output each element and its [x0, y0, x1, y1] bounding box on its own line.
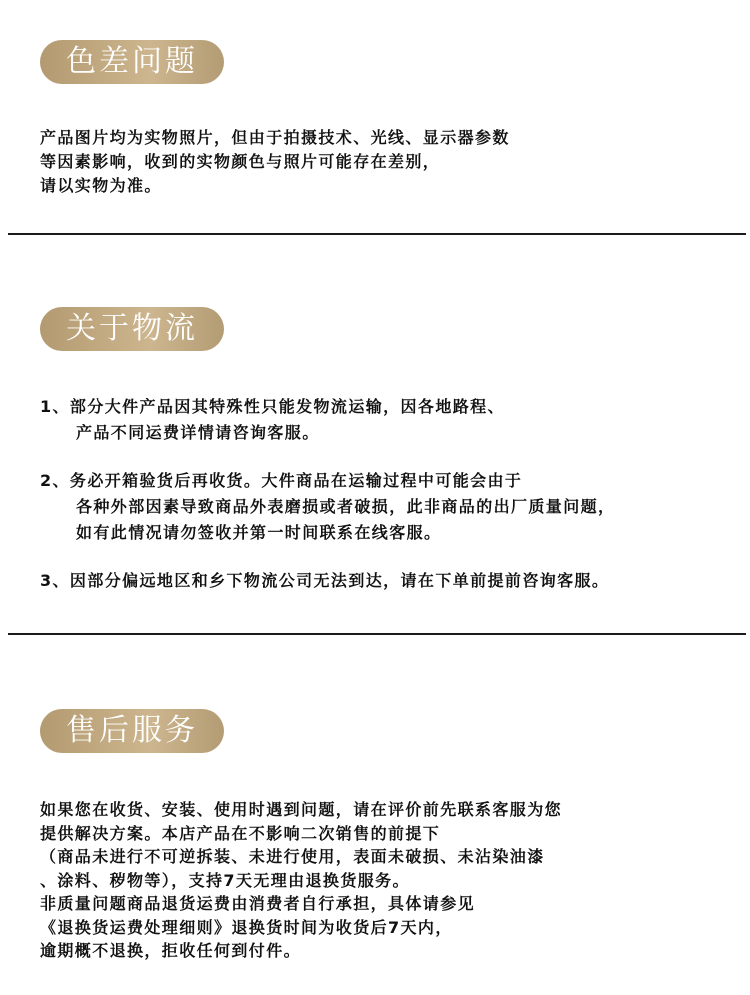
- text-line: 非质量问题商品退货运费由消费者自行承担，具体请参见: [40, 894, 476, 913]
- logistics-item-2: [40, 468, 615, 546]
- text-line: （商品未进行不可逆拆装、未进行使用，表面未破损、未沾染油漆: [40, 847, 545, 866]
- text-line: 产品图片均为实物照片，但由于拍摄技术、光线、显示器参数: [40, 128, 510, 147]
- text-line: 产品不同运费详情请咨询客服。: [76, 423, 320, 442]
- text-line: 请以实物为准。: [40, 176, 162, 195]
- text-line: 1、部分大件产品因其特殊性只能发物流运输，因各地路程、: [40, 397, 505, 416]
- text-line: 如果您在收货、安装、使用时遇到问题，请在评价前先联系客服为您: [40, 800, 563, 819]
- text-line: 3、因部分偏远地区和乡下物流公司无法到达，请在下单前提前咨询客服。: [40, 571, 610, 590]
- section-title-logistics: 关于物流: [40, 307, 224, 351]
- section-title-color-difference: 色差问题: [40, 40, 224, 84]
- text-line: 提供解决方案。本店产品在不影响二次销售的前提下: [40, 823, 441, 843]
- logistics-item-1: [40, 394, 505, 446]
- section-divider: [8, 233, 746, 235]
- text-line: 逾期概不退换，拒收任何到付件。: [40, 941, 302, 960]
- logistics-item-3: [40, 568, 609, 594]
- text-line: 2、务必开箱验货后再收货。大件商品在运输过程中可能会由于: [40, 471, 523, 490]
- after-sale-text: [40, 798, 562, 963]
- section-divider: [8, 633, 746, 635]
- color-difference-text: [40, 126, 510, 198]
- text-line: 各种外部因素导致商品外表磨损或者破损，此非商品的出厂质量问题，: [76, 497, 616, 516]
- text-line: 、涂料、秽物等），支持7天无理由退换货服务。: [40, 870, 410, 890]
- text-line: 《退换货运费处理细则》退换货时间为收货后7天内，: [40, 917, 453, 937]
- text-line: 等因素影响，收到的实物颜色与照片可能存在差别，: [40, 152, 441, 171]
- text-line: 如有此情况请勿签收并第一时间联系在线客服。: [76, 523, 442, 542]
- section-title-after-sale: 售后服务: [40, 709, 224, 753]
